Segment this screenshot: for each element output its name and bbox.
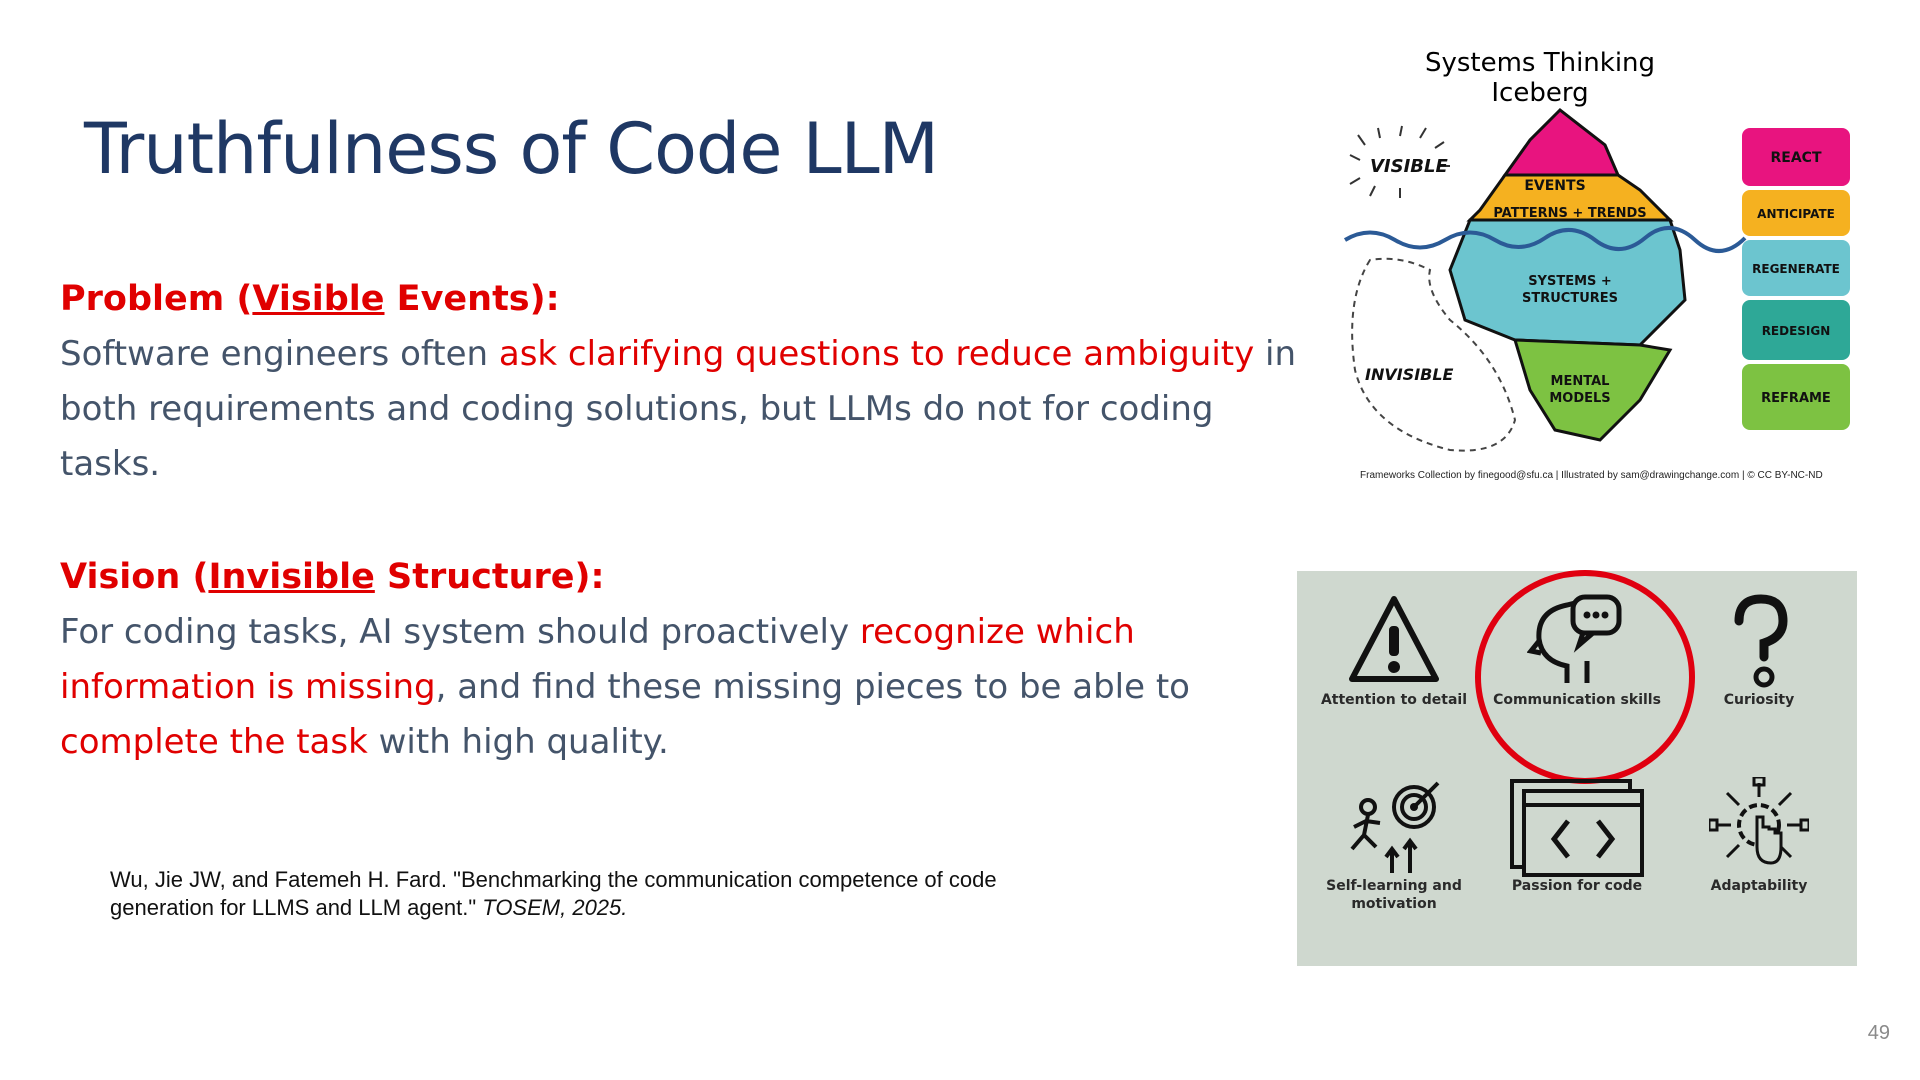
vision-text-1: For coding tasks, AI system should proactively bbox=[60, 612, 860, 652]
skill-label-communication: Communication skills bbox=[1493, 692, 1661, 708]
events-layer bbox=[1505, 110, 1618, 175]
slide-title: Truthfulness of Code LLM bbox=[84, 108, 939, 190]
vision-section bbox=[60, 549, 1300, 770]
code-window-icon bbox=[1502, 777, 1652, 877]
iceberg-credit: Frameworks Collection by finegood@sfu.ca | Illustrated by sam@drawingchange.com | © CC BY-NC-ND bbox=[1360, 470, 1823, 481]
invisible-label: INVISIBLE bbox=[1365, 365, 1454, 384]
vision-text-5: with high quality. bbox=[367, 722, 669, 762]
skill-label-adaptability: Adaptability bbox=[1710, 878, 1808, 894]
action-react: REACT bbox=[1770, 150, 1822, 166]
warning-icon bbox=[1344, 591, 1444, 691]
action-reframe: REFRAME bbox=[1761, 391, 1831, 406]
skill-curiosity bbox=[1674, 591, 1844, 709]
citation bbox=[110, 866, 1050, 922]
skill-label-curiosity: Curiosity bbox=[1723, 692, 1795, 708]
skill-self-learning bbox=[1309, 777, 1479, 913]
citation-venue: TOSEM, 2025. bbox=[482, 895, 628, 920]
problem-heading bbox=[60, 271, 1300, 327]
skills-panel bbox=[1297, 571, 1857, 966]
layer-patterns: PATTERNS + TRENDS bbox=[1493, 206, 1647, 221]
gear-hand-icon bbox=[1709, 777, 1809, 877]
layer-structures: STRUCTURES bbox=[1521, 291, 1619, 306]
skill-attention bbox=[1309, 591, 1479, 709]
action-anticipate: ANTICIPATE bbox=[1757, 207, 1835, 221]
visible-label: VISIBLE bbox=[1370, 156, 1448, 177]
problem-highlight: ask clarifying questions to reduce ambiguity bbox=[498, 334, 1255, 374]
iceberg-caption: Systems Thinking Iceberg bbox=[1424, 48, 1656, 108]
skill-adaptability bbox=[1674, 777, 1844, 895]
layer-events: EVENTS bbox=[1524, 178, 1586, 194]
question-mark-icon bbox=[1709, 591, 1809, 691]
layer-systems: SYSTEMS + bbox=[1528, 274, 1612, 289]
skill-passion bbox=[1492, 777, 1662, 895]
skill-label-attention: Attention to detail bbox=[1320, 692, 1468, 708]
page-number: 49 bbox=[1867, 1022, 1890, 1044]
action-regenerate: REGENERATE bbox=[1752, 262, 1840, 276]
problem-section bbox=[60, 271, 1300, 492]
mental-layer bbox=[1515, 340, 1670, 440]
vision-heading-post: Structure): bbox=[374, 557, 605, 597]
problem-heading-pre: Problem ( bbox=[60, 279, 253, 319]
vision-highlight-1: recognize which information is missing bbox=[60, 612, 1135, 707]
vision-heading-pre: Vision ( bbox=[60, 557, 209, 597]
vision-text-3: , and find these missing pieces to be able to bbox=[435, 667, 1190, 707]
highlight-circle bbox=[1473, 567, 1697, 791]
runner-target-icon bbox=[1344, 777, 1444, 877]
vision-heading bbox=[60, 549, 1300, 605]
problem-text-3: in both requirements and coding solutions, but LLMs do not for coding tasks. bbox=[60, 334, 1297, 484]
skill-label-passion: Passion for code bbox=[1511, 878, 1643, 894]
action-redesign: REDESIGN bbox=[1761, 324, 1831, 338]
layer-mental: MENTAL bbox=[1550, 374, 1610, 389]
vision-highlight-2: complete the task bbox=[60, 722, 368, 762]
citation-text: Wu, Jie JW, and Fatemeh H. Fard. "Benchmarking the communication competence of code generation for LLMS and LLM agent." bbox=[110, 867, 997, 920]
problem-text-1: Software engineers often bbox=[60, 334, 499, 374]
problem-heading-post: Events): bbox=[384, 279, 560, 319]
vision-heading-invisible: Invisible bbox=[208, 557, 375, 597]
problem-heading-visible: Visible bbox=[252, 279, 385, 319]
layer-models: MODELS bbox=[1549, 391, 1611, 406]
vision-text bbox=[60, 605, 1300, 770]
problem-text bbox=[60, 327, 1300, 492]
skill-label-self-learning: Self-learning and motivation bbox=[1326, 878, 1462, 912]
iceberg-figure bbox=[1340, 100, 1860, 490]
